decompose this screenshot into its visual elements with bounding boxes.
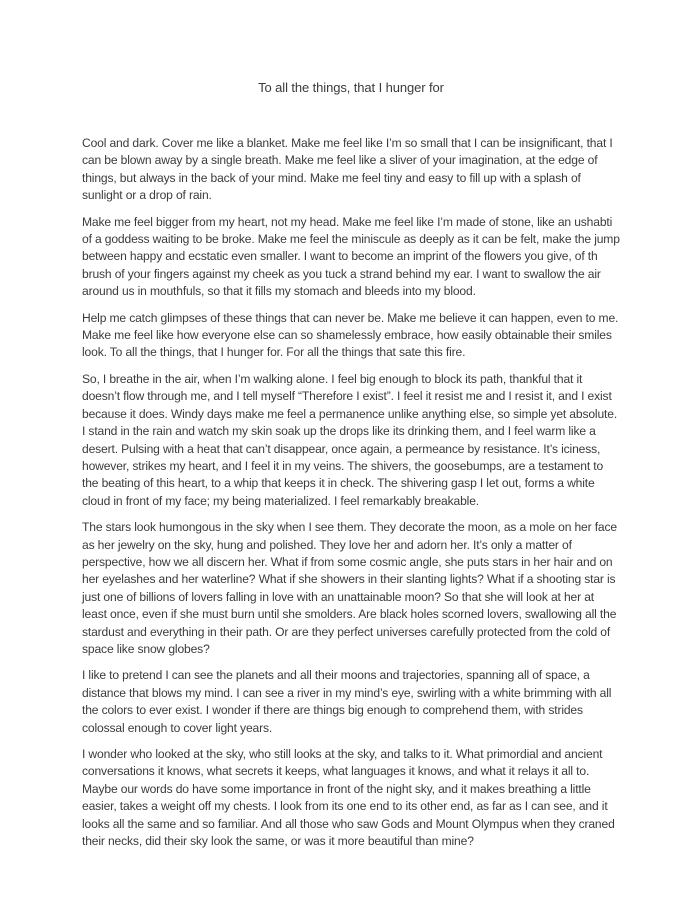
- paragraph-1: Cool and dark. Cover me like a blanket. Make me feel like I’m so small that I can be insignificant, that I can be blown away by a single breath. Make me feel like a sliver of your imagination, at the edge of things, but always in the back of your mind. Make me feel tiny and easy to fill up with a splash of sunlight or a drop of rain.: [82, 136, 613, 203]
- paragraph-5: The stars look humongous in the sky when I see them. They decorate the moon, as a mole on her face as her jewelry on the sky, hung and polished. They love her and adorn her. It’s only a matter of perspective, how we all discern her. What if from some cosmic angle, she puts stars in her hair and on her eyelashes and her waterline? What if she showers in their slanting lights? What if a shooting star is just one of billions of lovers falling in love with an unattainable moon? So that she will look at her at least once, even if she must burn until she smolders. Are black holes scorned lovers, swallowing all the stardust and everything in their path. Or are they perfect universes carefully protected from the cold of space like snow globes?: [82, 520, 617, 656]
- paragraph-2: Make me feel bigger from my heart, not my head. Make me feel like I’m made of stone, like an ushabti of a goddess waiting to be broke. Make me feel the miniscule as deeply as it can be felt, make the jump between happy and ecstatic even smaller. I want to become an imprint of the flowers you give, of th brush of your fingers against my cheek as you tuck a strand behind my ear. I want to swallow the air around us in mouthfuls, so that it fills my stomach and bleeds into my blood.: [82, 214, 620, 299]
- document-body: [82, 135, 620, 850]
- paragraph-7: I wonder who looked at the sky, who still looks at the sky, and talks to it. What primordial and ancient conversations it knows, what secrets it keeps, what languages it knows, and what it relays it all to. Maybe our words do have some importance in front of the night sky, and it makes breathing a little easier, takes a weight off my chests. I look from its one end to its other end, as far as I can see, and it looks all the same and so familiar. And all those who saw Gods and Mount Olympus when they craned their necks, did their sky look the same, or was it more beautiful than mine?: [82, 747, 615, 849]
- document-content: [82, 80, 620, 850]
- paragraph-3: Help me catch glimpses of these things that can never be. Make me believe it can happen, even to me. Make me feel like how everyone else can so shamelessly embrace, how easily obtainable their smiles look. To all the things, that I hunger for. For all the things that sate this fire.: [82, 310, 619, 360]
- document-title: To all the things, that I hunger for: [258, 80, 444, 95]
- paragraph-6: I like to pretend I can see the planets and all their moons and trajectories, spanning all of space, a distance that blows my mind. I can see a river in my mind’s eye, swirling with a white brimming with all the colors to ever exist. I wonder if there are things big enough to comprehend them, with strides colossal enough to cover light years.: [82, 668, 612, 735]
- paragraph-4: So, I breathe in the air, when I’m walking alone. I feel big enough to block its path, thankful that it doesn’t flow through me, and I tell myself “Therefore I exist”. I feel it resist me and I resist it, and I exist because it does. Windy days make me feel a permanence unlike anything else, so simple yet absolute. I stand in the rain and watch my skin soak up the drops like its drinking them, and I feel warm like a desert. Pulsing with a heat that can’t disappear, once again, a permeance by resistance. It’s iciness, however, strikes my heart, and I feel it in my veins. The shivers, the goosebumps, are a testament to the beating of this heart, to a whip that keeps it in check. The shivering gasp I let out, forms a white cloud in front of my face; my being materialized. I feel remarkably breakable.: [82, 371, 618, 508]
